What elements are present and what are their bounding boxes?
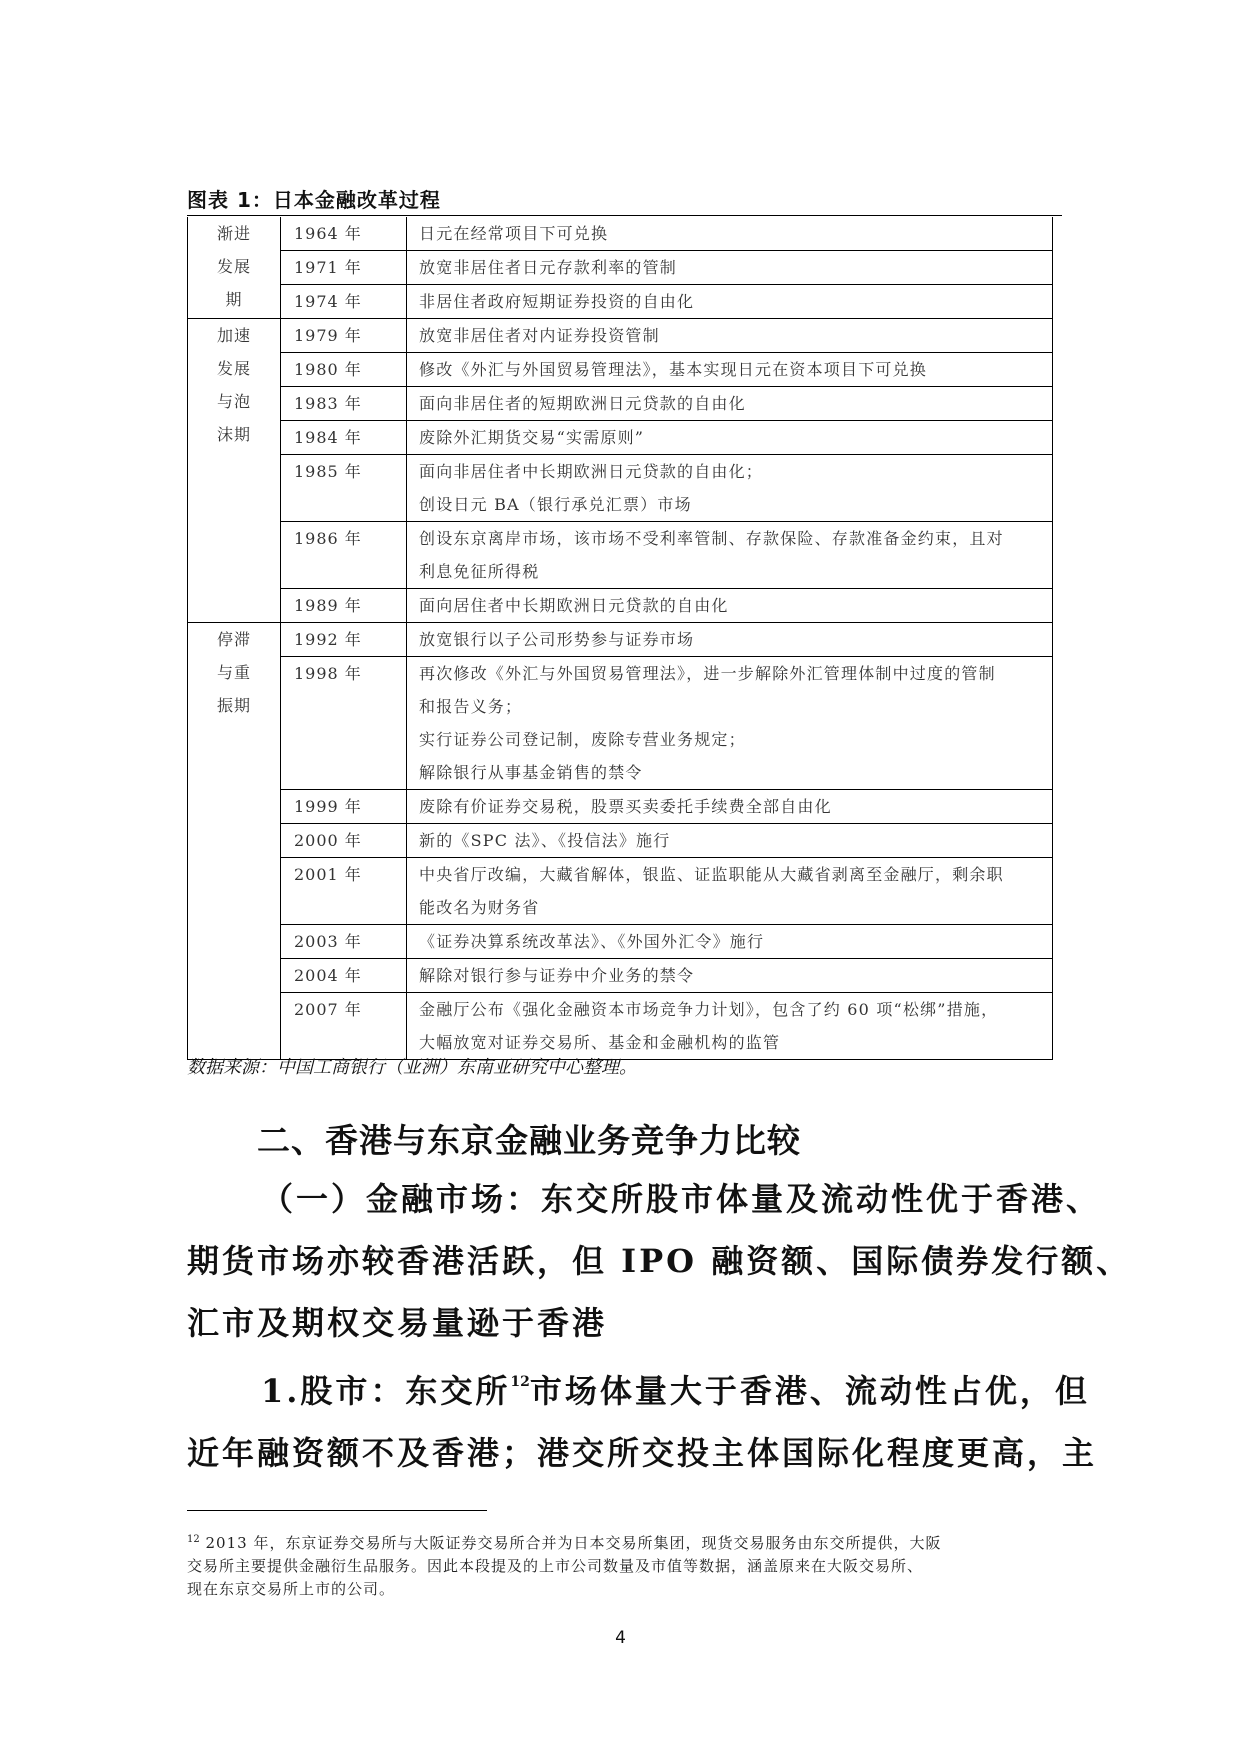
paragraph-text: 1.股市：东交所 (261, 1372, 511, 1410)
event-cell (407, 285, 1053, 319)
table-row (188, 217, 1053, 251)
table-caption: 图表 1：日本金融改革过程 (187, 188, 441, 212)
event-text: 面向非居住者中长期欧洲日元贷款的自由化； (419, 462, 764, 481)
table-row (188, 353, 1053, 387)
table-row (188, 925, 1053, 959)
subsection-heading-line: 汇市及期权交易量逊于香港 (187, 1304, 608, 1342)
year-cell: 1986 年 (281, 522, 407, 589)
footnote-line: 交易所主要提供金融衍生品服务。因此本段提及的上市公司数量及市值等数据，涵盖原来在大阪交易所、 (187, 1557, 924, 1575)
table-top-rule (187, 215, 1062, 216)
period-label: 与泡 (216, 392, 251, 411)
period-label: 发展 (216, 359, 251, 378)
period-label: 停滞 (216, 630, 251, 649)
event-cell (407, 319, 1053, 353)
period-label: 沫期 (216, 425, 251, 444)
period-label: 加速 (216, 326, 251, 345)
table-row (188, 959, 1053, 993)
event-cell (407, 925, 1053, 959)
event-text: 大幅放宽对证券交易所、基金和金融机构的监管 (419, 1033, 781, 1052)
event-cell (407, 657, 1053, 790)
year-cell: 1998 年 (281, 657, 407, 790)
year-cell: 1964 年 (281, 217, 407, 251)
paragraph-line: 近年融资额不及香港；港交所交投主体国际化程度更高，主 (187, 1434, 1098, 1472)
year-cell: 1984 年 (281, 421, 407, 455)
event-text: 面向居住者中长期欧洲日元贷款的自由化 (419, 596, 729, 615)
table-row (188, 421, 1053, 455)
event-text: 《证券决算系统改革法》、《外国外汇令》施行 (419, 932, 765, 951)
event-text: 中央省厅改编，大藏省解体，银监、证监职能从大藏省剥离至金融厅，剩余职 (419, 865, 1004, 884)
period-label: 期 (225, 290, 243, 309)
event-cell (407, 421, 1053, 455)
event-cell (407, 455, 1053, 522)
period-label: 与重 (216, 663, 251, 682)
year-cell: 1979 年 (281, 319, 407, 353)
paragraph-text: 市场体量大于香港、流动性占优，但 (529, 1372, 1090, 1410)
event-cell (407, 858, 1053, 925)
year-cell: 2001 年 (281, 858, 407, 925)
table-row (188, 623, 1053, 657)
event-text: 解除银行从事基金销售的禁令 (419, 763, 643, 782)
table-row (188, 285, 1053, 319)
table-row (188, 522, 1053, 589)
period-cell (188, 319, 281, 623)
year-cell: 1980 年 (281, 353, 407, 387)
event-text: 日元在经常项目下可兑换 (419, 224, 609, 243)
table-row (188, 589, 1053, 623)
subsection-heading-line: 期货市场亦较香港活跃，但 IPO 融资额、国际债券发行额、 (187, 1242, 1132, 1280)
event-text: 金融厅公布《强化金融资本市场竞争力计划》，包含了约 60 项“松绑”措施， (419, 1000, 999, 1019)
year-cell: 2000 年 (281, 824, 407, 858)
period-label: 渐进 (216, 224, 251, 243)
footnote-rule (187, 1510, 487, 1511)
footnote (187, 1528, 1057, 1601)
period-cell (188, 623, 281, 1060)
event-cell (407, 589, 1053, 623)
event-text: 废除外汇期货交易“实需原则” (419, 428, 645, 447)
event-text: 面向非居住者的短期欧洲日元贷款的自由化 (419, 394, 746, 413)
table-row (188, 657, 1053, 790)
year-cell: 1971 年 (281, 251, 407, 285)
event-text: 解除对银行参与证券中介业务的禁令 (419, 966, 695, 985)
table-row (188, 824, 1053, 858)
event-text: 废除有价证券交易税，股票买卖委托手续费全部自由化 (419, 797, 832, 816)
footnote-mark: 12 (187, 1534, 200, 1545)
year-cell: 2003 年 (281, 925, 407, 959)
event-text: 和报告义务； (419, 697, 523, 716)
event-cell (407, 959, 1053, 993)
event-text: 放宽非居住者日元存款利率的管制 (419, 258, 678, 277)
footnote-text: 2013 年，东京证券交易所与大阪证券交易所合并为日本交易所集团，现货交易服务由东交所提供，大阪 (199, 1534, 942, 1552)
table-row (188, 993, 1053, 1060)
page-number: 4 (615, 1628, 626, 1648)
event-cell (407, 353, 1053, 387)
footnote-reference[interactable]: 12 (510, 1374, 530, 1390)
event-cell (407, 993, 1053, 1060)
event-text: 创设东京离岸市场，该市场不受利率管制、存款保险、存款准备金约束，且对 (419, 529, 1004, 548)
event-text: 放宽非居住者对内证券投资管制 (419, 326, 660, 345)
event-text: 利息免征所得税 (419, 562, 540, 581)
event-text: 能改名为财务省 (419, 898, 540, 917)
subsection-heading-line: （一）金融市场：东交所股市体量及流动性优于香港、 (261, 1180, 1102, 1218)
event-text: 非居住者政府短期证券投资的自由化 (419, 292, 695, 311)
event-text: 实行证券公司登记制，废除专营业务规定； (419, 730, 746, 749)
event-text: 新的《SPC 法》、《投信法》施行 (419, 831, 671, 850)
subsection-heading (187, 1168, 1132, 1354)
data-source-note: 数据来源：中国工商银行（亚洲）东南亚研究中心整理。 (187, 1057, 637, 1078)
year-cell: 1992 年 (281, 623, 407, 657)
footnote-line (187, 1528, 1057, 1555)
event-cell (407, 824, 1053, 858)
table-row (188, 858, 1053, 925)
footnote-line: 现在东京交易所上市的公司。 (187, 1580, 396, 1598)
event-text: 放宽银行以子公司形势参与证券市场 (419, 630, 695, 649)
reform-table (187, 217, 1053, 1060)
table-row (188, 455, 1053, 522)
event-cell (407, 251, 1053, 285)
stock-market-paragraph (187, 1351, 1098, 1484)
year-cell: 1985 年 (281, 455, 407, 522)
table-row (188, 387, 1053, 421)
event-text: 再次修改《外汇与外国贸易管理法》，进一步解除外汇管理体制中过度的管制 (419, 664, 996, 683)
section-heading: 二、香港与东京金融业务竞争力比较 (257, 1121, 801, 1160)
event-cell (407, 387, 1053, 421)
period-label: 发展 (216, 257, 251, 276)
table-row (188, 790, 1053, 824)
table-row (188, 319, 1053, 353)
event-cell (407, 522, 1053, 589)
event-text: 修改《外汇与外国贸易管理法》，基本实现日元在资本项目下可兑换 (419, 360, 928, 379)
period-cell (188, 217, 281, 319)
year-cell: 1999 年 (281, 790, 407, 824)
paragraph-line (187, 1351, 1090, 1422)
year-cell: 1989 年 (281, 589, 407, 623)
event-cell (407, 217, 1053, 251)
event-cell (407, 790, 1053, 824)
year-cell: 2004 年 (281, 959, 407, 993)
event-cell (407, 623, 1053, 657)
year-cell: 1983 年 (281, 387, 407, 421)
year-cell: 1974 年 (281, 285, 407, 319)
event-text: 创设日元 BA（银行承兑汇票）市场 (419, 495, 692, 514)
table-row (188, 251, 1053, 285)
year-cell: 2007 年 (281, 993, 407, 1060)
period-label: 振期 (216, 696, 251, 715)
